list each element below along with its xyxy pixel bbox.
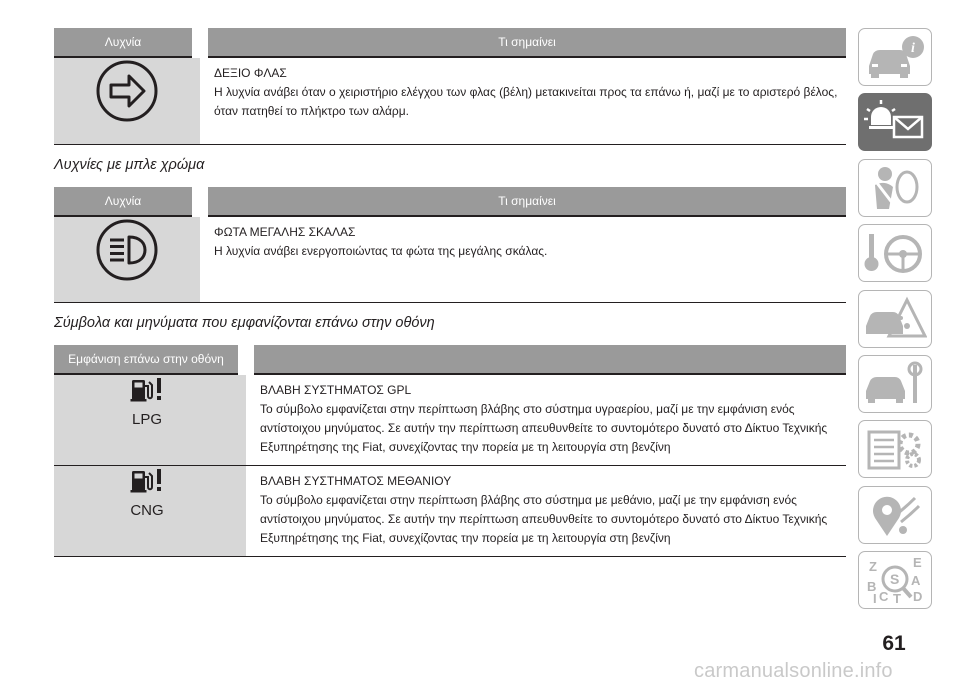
index-letter: C (879, 589, 889, 605)
display-symbols-table (54, 345, 846, 557)
tab-maintenance[interactable] (858, 355, 932, 413)
tab-starting-driving[interactable] (858, 224, 932, 282)
car-emergency-icon (863, 296, 927, 342)
table-row (54, 466, 846, 557)
svg-text:i: i (911, 41, 915, 56)
lamp-description: Η λυχνία ανάβει ενεργοποιώντας τα φώτα της μεγάλης σκάλας. (214, 243, 548, 258)
multimedia-icon (863, 492, 927, 538)
table-header-row (54, 345, 846, 374)
tab-technical-data[interactable] (858, 420, 932, 478)
index-letter: S (890, 571, 900, 588)
blue-lamps-table (54, 187, 846, 304)
index-letter: A (911, 573, 921, 589)
index-letter: Z (869, 559, 877, 575)
index-letter: B (867, 579, 877, 595)
seatbelt-airbag-icon (863, 165, 927, 211)
column-header-lamp: Λυχνία (54, 28, 200, 57)
column-header-lamp: Λυχνία (54, 187, 200, 216)
table-row (54, 216, 846, 303)
fuel-pump-warning-icon (128, 376, 172, 416)
meaning-cell (200, 216, 846, 303)
tab-index[interactable] (858, 551, 932, 609)
fuel-type-label: LPG (131, 411, 162, 428)
right-arrow-indicator-icon (95, 59, 159, 123)
car-info-icon (863, 34, 927, 80)
tab-emergency[interactable] (858, 290, 932, 348)
section-heading-blue-lamps: Λυχνίες με μπλε χρώμα (54, 156, 205, 173)
tab-safety[interactable] (858, 159, 932, 217)
page-content (54, 28, 846, 557)
high-beam-icon (95, 218, 159, 282)
watermark: carmanualsonline.info (694, 660, 893, 682)
message-description: Το σύμβολο εμφανίζεται στην περίπτωση βλάβης στο σύστημα με μεθάνιο, μαζί με την εμφάνιση ενός αντίστοιχου μηνύματος. Σε αυτήν την περίπτωση απευθυνθείτε το συντομότερο δυνατό στο Δίκτυο Τεχνικής Εξυπηρέτησης της Fiat, συνεχίζοντας την πορεία με τη λειτουργία στη βενζίνη (260, 493, 828, 545)
message-description: Το σύμβολο εμφανίζεται στην περίπτωση βλάβης στο σύστημα υγραερίου, μαζί με την εμφάνιση ενός αντίστοιχου μηνύματος. Σε αυτήν την περίπτωση απευθυνθείτε το συντομότερο δυνατό στο Δίκτυο Τεχνικής Εξυπηρέτησης της Fiat, συνεχίζοντας την πορεία με τη λειτουργία στη βενζίνη (260, 402, 828, 454)
warning-lights-message-icon (863, 99, 927, 145)
table-row (54, 57, 846, 144)
message-title: ΒΛΑΒΗ ΣΥΣΤΗΜΑΤΟΣ ΜΕΘΑΝΙΟΥ (260, 474, 452, 488)
column-header-meaning: Τι σημαίνει (200, 28, 846, 57)
tab-multimedia[interactable] (858, 486, 932, 544)
lamp-description: Η λυχνία ανάβει όταν ο χειριστήριο ελέγχου των φλας (βέλη) μετακινείται προς τα επάνω ή, μαζί με το αριστερό βέλος, όταν πατηθεί το πλήκτρο των αλάρμ. (214, 85, 838, 118)
chapter-tabs-sidebar (858, 28, 934, 617)
message-title: ΒΛΑΒΗ ΣΥΣΤΗΜΑΤΟΣ GPL (260, 383, 412, 397)
index-letter: T (893, 591, 901, 606)
icon-cell (54, 57, 200, 144)
page-number: 61 (882, 632, 906, 655)
meaning-cell (246, 466, 846, 557)
meaning-cell (200, 57, 846, 144)
technical-data-icon (863, 426, 927, 472)
meaning-cell (246, 374, 846, 466)
car-maintenance-icon (863, 361, 927, 407)
tab-warning-lights[interactable] (858, 93, 932, 151)
column-header-display: Εμφάνιση επάνω στην οθόνη (54, 345, 246, 374)
index-letter: E (913, 555, 922, 571)
column-header-meaning: Τι σημαίνει (200, 187, 846, 216)
lamp-title: ΔΕΞΙΟ ΦΛΑΣ (214, 66, 287, 80)
fuel-pump-warning-icon (128, 467, 172, 507)
icon-cell (54, 466, 246, 557)
tab-car-info[interactable] (858, 28, 932, 86)
alphabetical-index-icon (863, 555, 927, 605)
table-header-row (54, 187, 846, 216)
index-letter: I (873, 591, 877, 606)
fuel-type-label: CNG (130, 502, 164, 519)
indicator-lamps-table (54, 28, 846, 145)
icon-cell (54, 216, 200, 303)
column-header-meaning (246, 345, 846, 374)
table-row (54, 374, 846, 466)
section-heading-display-messages: Σύμβολα και μηνύματα που εμφανίζονται επάνω στην οθόνη (54, 315, 435, 331)
lamp-title: ΦΩΤΑ ΜΕΓΑΛΗΣ ΣΚΑΛΑΣ (214, 224, 356, 239)
steering-wheel-key-icon (863, 230, 927, 276)
table-header-row (54, 28, 846, 57)
icon-cell (54, 374, 246, 466)
index-letter: D (913, 589, 923, 605)
